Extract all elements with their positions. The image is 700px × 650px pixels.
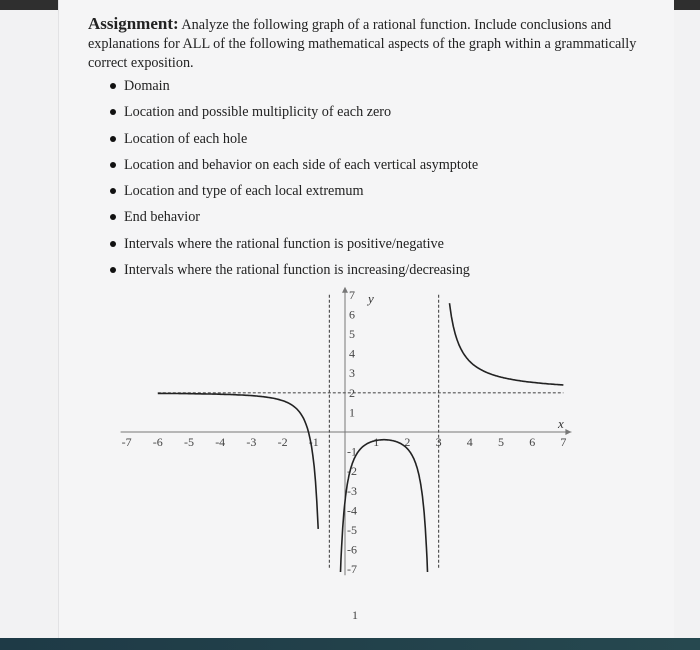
y-tick-label: -4 [347,503,357,518]
x-tick-label: 2 [404,435,411,449]
aspect-item-label: Location and possible multiplicity of each zero [124,104,392,121]
x-tick-label: 3 [435,435,442,449]
y-tick-label: 4 [349,346,355,361]
aspect-item-label: End behavior [124,209,201,226]
y-tick-label: 7 [349,287,355,302]
y-tick-label: -3 [347,483,357,498]
aspect-item-label: Location and type of each local extremum [124,183,364,200]
assignment-label: Assignment: [88,14,179,33]
screen-bottom-edge [0,638,700,650]
right-branch [450,303,564,385]
aspect-item-label: Location of each hole [124,130,248,147]
y-tick-label: 2 [349,385,355,400]
y-tick-label: 5 [349,327,355,341]
x-tick-label: 7 [560,435,567,449]
x-tick-label: 1 [373,435,380,449]
aspect-item-label: Location and behavior on each side of each vertical asymptote [124,156,479,173]
x-tick-label: -1 [308,435,319,449]
x-tick-label: 4 [466,435,473,449]
y-tick-label: -1 [347,444,357,459]
y-tick-label: -5 [347,523,357,537]
y-tick-label: -7 [347,562,357,577]
y-tick-label: 6 [349,307,355,322]
page-number: 1 [352,608,358,622]
assignment-text: Analyze the following graph of a rational function. Include conclusions and explanations for ALL of the following mathematical aspects of the graph within a grammatically correct exposition. [88,17,637,71]
x-tick-label: -2 [277,435,288,449]
y-tick-label: -2 [347,464,357,479]
y-axis-arrow-icon [342,287,348,293]
x-tick-label: 6 [529,435,536,449]
x-tick-label: -3 [246,435,257,449]
aspect-item-label: Intervals where the rational function is positive/negative [124,235,444,252]
x-tick-label: 5 [498,435,504,449]
y-tick-label: 1 [349,405,355,420]
left-branch [158,393,318,529]
y-axis-label: y [368,291,374,306]
aspect-item-label: Intervals where the rational function is increasing/decreasing [124,262,470,279]
x-tick-label: -7 [121,435,132,449]
y-tick-label: 3 [349,366,355,381]
x-axis-label: x [558,416,564,431]
y-tick-label: -6 [347,542,357,557]
x-tick-label: -5 [184,435,194,449]
x-tick-label: -6 [152,435,163,449]
aspect-item-label: Domain [124,78,170,94]
x-tick-label: -4 [215,435,226,449]
